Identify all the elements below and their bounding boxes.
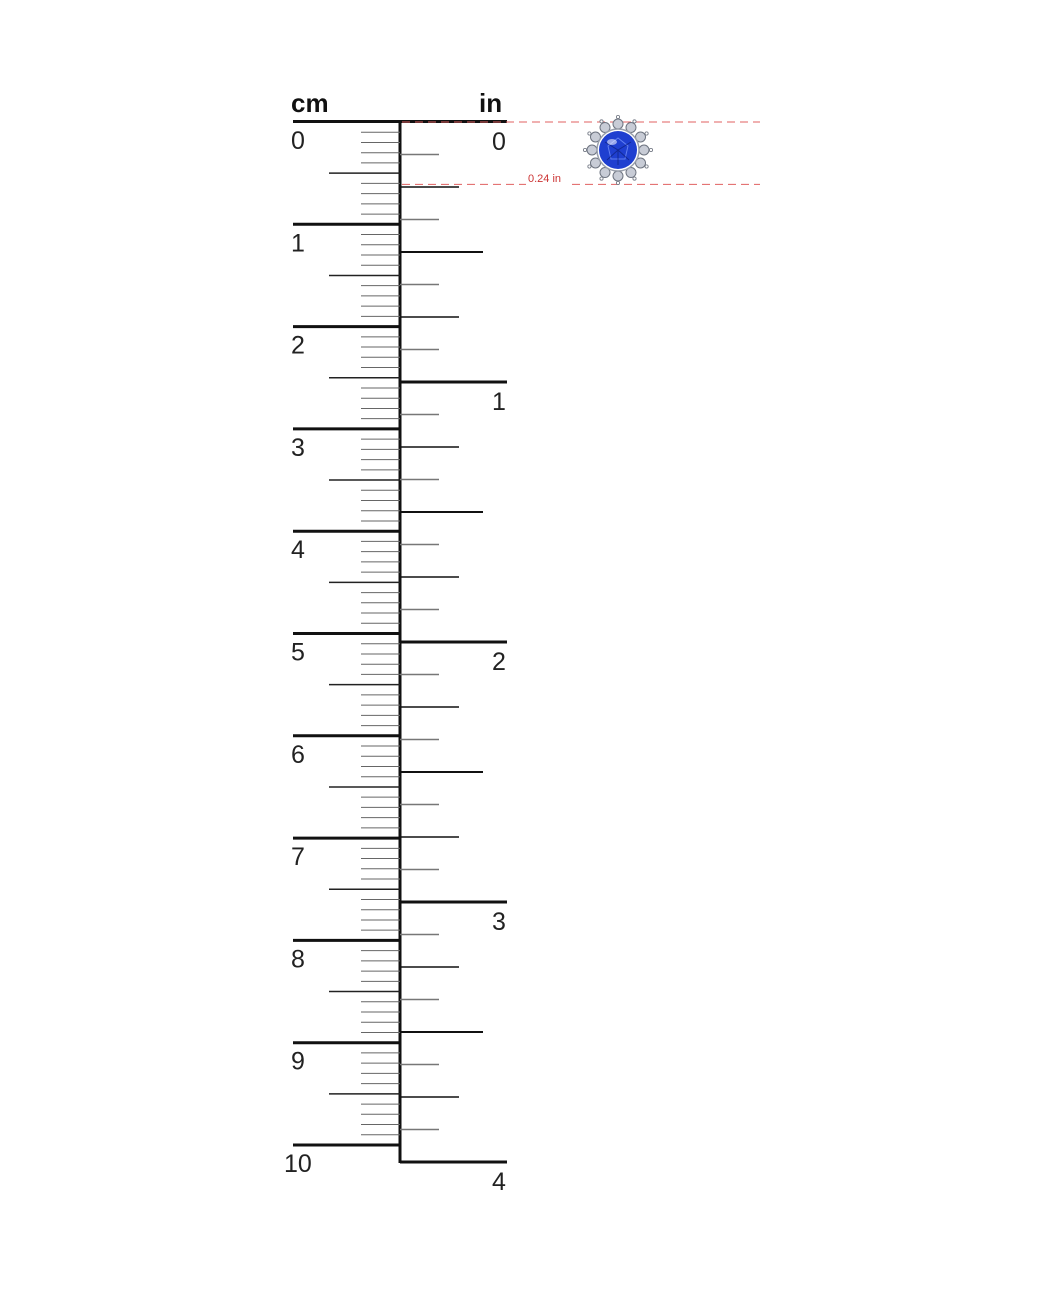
halo-prong <box>588 165 591 168</box>
cm-tick-label: 2 <box>291 331 305 360</box>
in-tick-label: 1 <box>492 388 506 416</box>
cm-scale <box>284 127 400 1178</box>
cm-tick-label: 7 <box>291 843 305 872</box>
halo-prong <box>583 148 586 151</box>
halo-prong <box>600 120 603 123</box>
in-tick-label: 2 <box>492 648 506 676</box>
halo-prong <box>645 165 648 168</box>
sapphire-halo-stud-icon <box>583 115 652 184</box>
gem-highlight <box>607 139 617 145</box>
halo-diamond <box>639 145 649 155</box>
cm-tick-label: 4 <box>291 536 305 565</box>
cm-unit-label: cm <box>291 88 329 118</box>
halo-prong <box>649 148 652 151</box>
in-unit-label: in <box>479 88 503 118</box>
cm-tick-label: 0 <box>291 127 305 155</box>
halo-diamond <box>613 171 623 181</box>
cm-tick-label: 1 <box>291 229 305 258</box>
cm-tick-label: 3 <box>291 433 305 462</box>
halo-diamond <box>587 145 597 155</box>
in-scale <box>400 128 507 1196</box>
halo-diamond <box>613 119 623 129</box>
cm-tick-label: 8 <box>291 945 305 974</box>
halo-prong <box>600 177 603 180</box>
cm-tick-label: 6 <box>291 740 305 769</box>
halo-prong <box>616 115 619 118</box>
in-tick-label: 3 <box>492 908 506 936</box>
measurement-guides <box>402 122 760 185</box>
cm-tick-label: 10 <box>284 1150 312 1178</box>
halo-prong <box>616 181 619 184</box>
halo-prong <box>645 132 648 135</box>
halo-prong <box>588 132 591 135</box>
measurement-label: 0.24 in <box>528 173 562 185</box>
cm-tick-label: 9 <box>291 1047 305 1076</box>
halo-prong <box>633 120 636 123</box>
in-tick-label: 4 <box>492 1168 506 1196</box>
cm-tick-label: 5 <box>291 638 305 667</box>
halo-prong <box>633 177 636 180</box>
in-tick-label: 0 <box>492 128 506 156</box>
